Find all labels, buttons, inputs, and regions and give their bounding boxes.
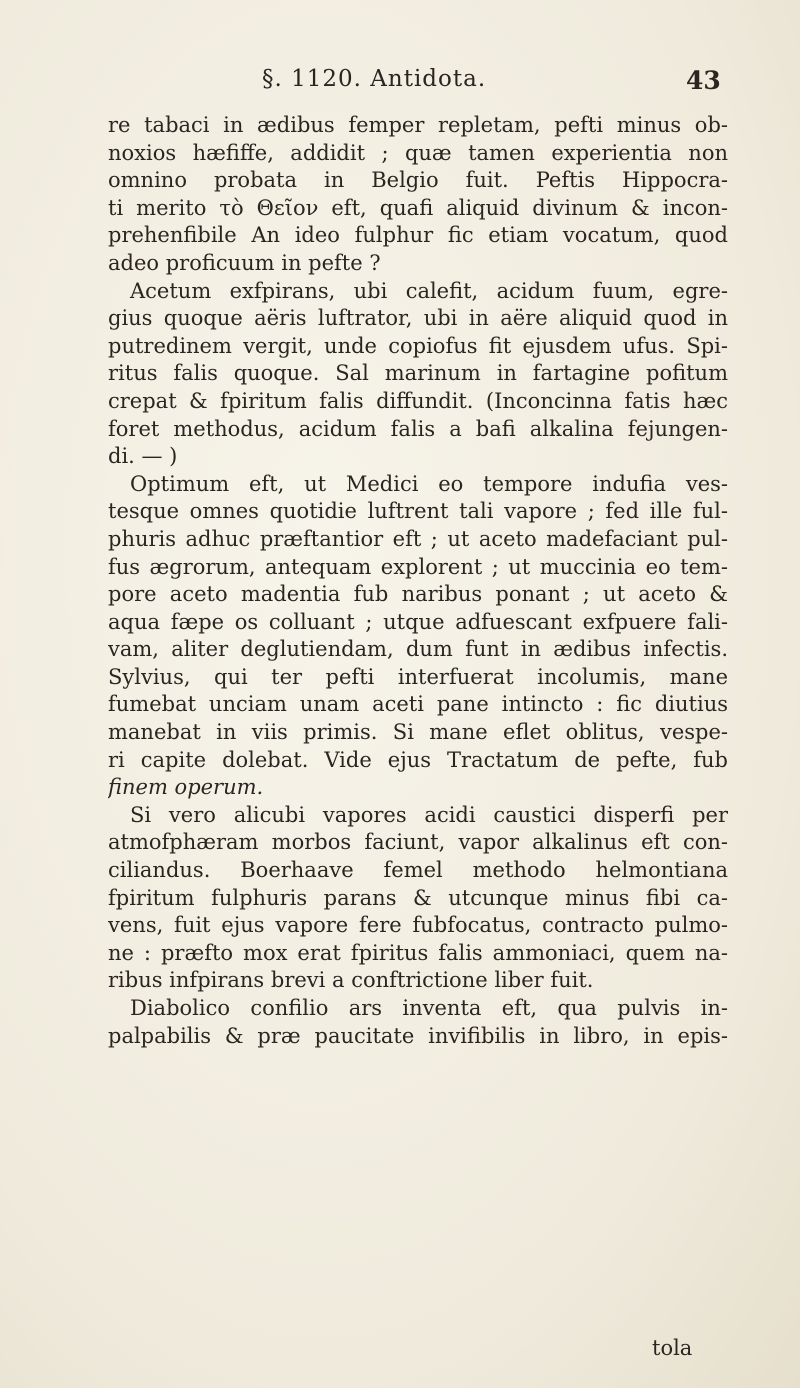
text-line: ribus infpirans brevi a conftrictione liber fuit. <box>108 968 594 993</box>
body-text <box>108 112 728 1050</box>
text-line: Sylvius, qui ter pefti interfuerat incolumis, mane <box>108 664 728 689</box>
text-line: fus ægrorum, antequam explorent ; ut muccinia eo tem- <box>108 554 728 579</box>
text-line: ne : præfto mox erat fpiritus falis ammoniaci, quem na- <box>108 940 728 965</box>
text-line: di. — ) <box>108 444 178 469</box>
text-line: ri capite dolebat. Vide ejus Tractatum de pefte, fub <box>108 747 728 772</box>
text-line: fumebat unciam unam aceti pane intincto : fic diutius <box>108 692 728 717</box>
text-line: prehenfibile An ideo fulphur fic etiam vocatum, quod <box>108 223 728 248</box>
text-line: re tabaci in ædibus femper repletam, pefti minus ob- <box>108 113 728 137</box>
text-line: putredinem vergit, unde copiofus fit ejusdem ufus. Spi- <box>108 333 728 358</box>
page-number: 43 <box>686 66 721 95</box>
running-head-section: §. 1120. Antidota. <box>262 66 487 92</box>
text-line: palpabilis & præ paucitate invifibilis in libro, in epis- <box>108 1023 728 1048</box>
text-line: manebat in viis primis. Si mane eflet oblitus, vespe- <box>108 720 728 745</box>
text-line: adeo proficuum in pefte ? <box>108 250 381 275</box>
text-line: crepat & fpiritum falis diffundit. (Inconcinna fatis hæc <box>108 388 728 413</box>
text-line: aqua fæpe os colluant ; utque adfuescant exfpuere fali- <box>108 609 728 634</box>
text-line: atmofphæram morbos faciunt, vapor alkalinus eft con- <box>108 830 728 855</box>
text-line: noxios hæfiffe, addidit ; quæ tamen experientia non <box>108 140 728 165</box>
text-line: gius quoque aëris luftrator, ubi in aëre aliquid quod in <box>108 306 728 331</box>
text-line: Diabolico confilio ars inventa eft, qua pulvis in- <box>130 996 728 1020</box>
text-line: ritus falis quoque. Sal marinum in fartagine pofitum <box>108 361 728 386</box>
text-line: vens, fuit ejus vapore fere fubfocatus, contracto pulmo- <box>108 913 728 938</box>
running-head <box>0 58 800 98</box>
text-line: pore aceto madentia fub naribus ponant ; ut aceto & <box>108 582 728 607</box>
text-line: phuris adhuc præftantior eft ; ut aceto madefaciant pul- <box>108 526 728 551</box>
text-line: tesque omnes quotidie luftrent tali vapore ; fed ille ful- <box>108 499 728 524</box>
text-line: ciliandus. Boerhaave femel methodo helmontiana <box>108 858 728 883</box>
text-line: omnino probata in Belgio fuit. Peftis Hippocra- <box>108 168 728 193</box>
text-line: finem operum. <box>108 775 264 800</box>
text-line: fpiritum fulphuris parans & utcunque minus fibi ca- <box>108 885 728 910</box>
text-line: Si vero alicubi vapores acidi caustici disperfi per <box>130 802 728 827</box>
text-line: Optimum eft, ut Medici eo tempore indufia ves- <box>130 471 728 496</box>
text-line: Acetum exfpirans, ubi calefit, acidum fuum, egre- <box>130 278 728 303</box>
text-line: ti merito τὸ Θεῖον eft, quafi aliquid divinum & incon- <box>108 195 728 220</box>
text-line: foret methodus, acidum falis a bafi alkalina fejungen- <box>108 416 728 441</box>
catchword: tola <box>652 1336 693 1360</box>
text-line: vam, aliter deglutiendam, dum funt in ædibus infectis. <box>108 637 728 662</box>
